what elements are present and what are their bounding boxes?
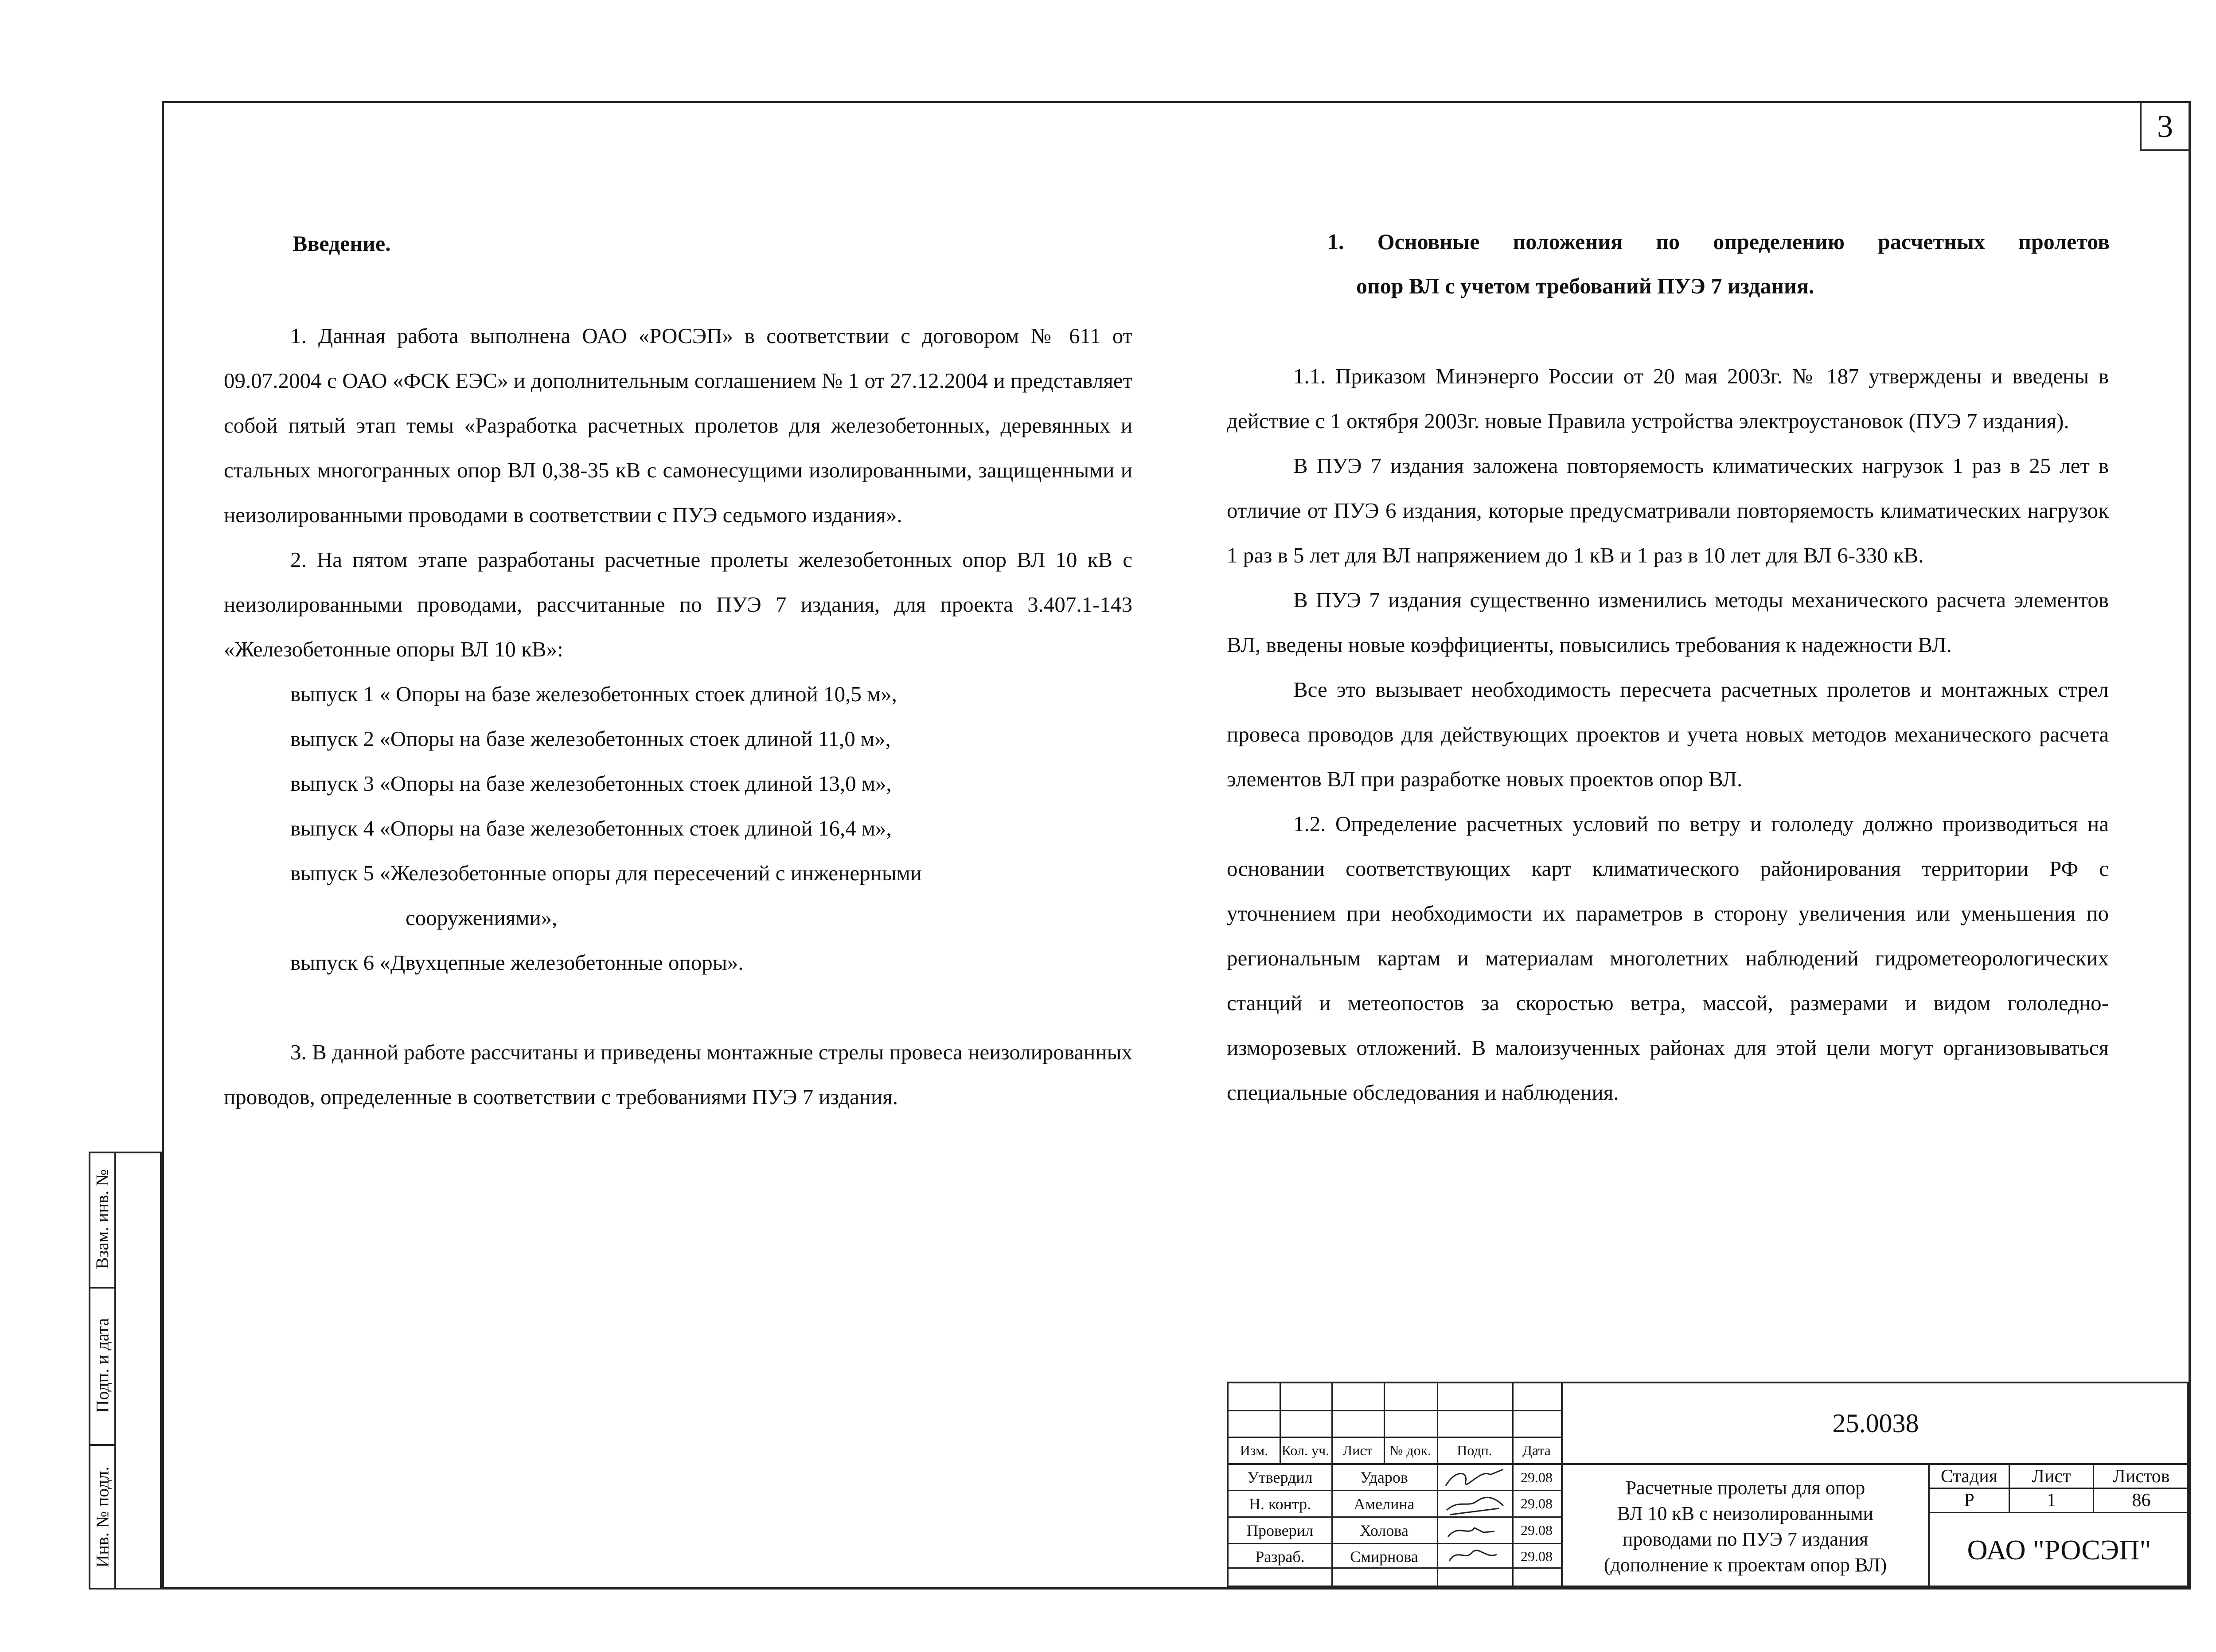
stage-value: Р [1964,1490,1974,1511]
section-title-line1: 1. Основные положения по определению расчетных пролетов [1327,229,2110,254]
intro-text [224,313,1132,1119]
title-block [1227,1382,2189,1587]
header-sign: Подп. [1457,1442,1492,1458]
header-izm: Изм. [1240,1442,1268,1458]
doc-code: 25.0038 [1832,1408,1919,1438]
section-paragraph-4: Все это вызывает необходимость пересчета расчетных пролетов и монтажных стрел провеса проводов для действующих проектов и учета новых методов механического расчета элементов ВЛ при разработке новых проектов опор ВЛ. [1227,677,2109,791]
issue-item: выпуск 6 «Двухцепные железобетонные опоры». [290,950,744,975]
section-text [1227,354,2109,1115]
sheet-label: Лист [2032,1466,2071,1487]
sheet-number: 3 [2140,103,2189,151]
header-date: Дата [1522,1442,1551,1458]
role-label: Утвердил [1247,1468,1313,1486]
organization-name: ОАО "РОСЭП" [1967,1534,2151,1566]
role-name: Смирнова [1350,1547,1418,1566]
intro-paragraph-3: 3. В данной работе рассчитаны и приведены монтажные стрелы провеса неизолированных проводов, определенные в соответствии с требованиями ПУЭ 7 издания. [224,1040,1132,1109]
issue-item-continued: сооружениями», [406,906,558,930]
intro-title: Введение. [293,231,391,256]
sheet-value: 1 [2047,1490,2056,1511]
issue-item: выпуск 3 «Опоры на базе железобетонных стоек длиной 13,0 м», [290,771,892,796]
header-list: Лист [1342,1442,1373,1458]
section-paragraph-1: 1.1. Приказом Минэнерго России от 20 мая 2003г. № 187 утверждены и введены в действие с 1 октября 2003г. новые Правила устройства электроустановок (ПУЭ 7 издания). [1227,364,2109,433]
doc-description: Расчетные пролеты для опор ВЛ 10 кВ с неизолированными проводами по ПУЭ 7 издания (дополнение к проектам опор ВЛ) [1603,1477,1887,1576]
side-stamp-sign-date: Подп. и дата [92,1318,113,1413]
role-date: 29.08 [1521,1522,1553,1538]
role-name: Ударов [1360,1468,1408,1486]
role-name: Амелина [1354,1495,1415,1513]
header-kol-uch: Кол. уч. [1281,1442,1330,1458]
role-date: 29.08 [1521,1469,1553,1485]
issue-item: выпуск 4 «Опоры на базе железобетонных стоек длиной 16,4 м», [290,816,892,840]
section-paragraph-2: В ПУЭ 7 издания заложена повторяемость климатических нагрузок 1 раз в 25 лет в отличие от ПУЭ 6 издания, которые предусматривали повторяемость климатических нагрузок 1 раз в 5 лет для ВЛ напряжением до 1 кВ и 1 раз в 10 лет для ВЛ 6-330 кВ. [1227,453,2109,567]
section-paragraph-3: В ПУЭ 7 издания существенно изменились методы механического расчета элементов ВЛ, введены новые коэффициенты, повысились требования к надежности ВЛ. [1227,588,2109,657]
role-label: Разраб. [1255,1547,1305,1566]
stage-label: Стадия [1940,1466,1998,1487]
role-label: Проверил [1247,1521,1313,1539]
intro-paragraph-1: 1. Данная работа выполнена ОАО «РОСЭП» в соответствии с договором № 611 от 09.07.2004 с ОАО «ФСК ЕЭС» и дополнительным соглашением № 1 от 27.12.2004 и представляет собой пятый этап темы «Разработка расчетных пролетов для железобетонных, деревянных и стальных многогранных опор ВЛ 0,38-35 кВ с самонесущими изолированными, защищенными и неизолированными проводами в соответствии с ПУЭ седьмого издания». [224,324,1132,527]
side-stamp-inv-orig: Инв. № подл. [92,1466,113,1567]
intro-paragraph-2: 2. На пятом этапе разработаны расчетные пролеты железобетонных опор ВЛ 10 кВ с неизолированными проводами, рассчитанные по ПУЭ 7 издания, для проекта 3.407.1-143 «Железобетонные опоры ВЛ 10 кВ»: [224,547,1132,661]
issue-item: выпуск 5 «Железобетонные опоры для пересечений с инженерными [290,861,922,885]
side-stamp [89,1152,162,1590]
sheets-label: Листов [2113,1466,2170,1487]
side-stamp-values [114,1152,162,1590]
section-paragraph-5: 1.2. Определение расчетных условий по ветру и гололеду должно производиться на основании соответствующих карт климатического районирования территории РФ с уточнением при необходимости их параметров в сторону увеличения или уменьшения по региональным картам и материалам многолетних наблюдений гидрометеорологических станций и метеопостов за скоростью ветра, массой, размерами и видом гололедно-изморозевых отложений. В малоизученных районах для этой цели могут организовываться специальные обследования и наблюдения. [1227,812,2109,1105]
role-label: Н. контр. [1248,1495,1311,1513]
role-date: 29.08 [1521,1548,1553,1564]
issue-item: выпуск 1 « Опоры на базе железобетонных стоек длиной 10,5 м», [290,682,897,706]
side-stamp-inv-no: Взам. инв. № [92,1169,113,1269]
issue-item: выпуск 2 «Опоры на базе железобетонных стоек длиной 11,0 м», [290,726,891,751]
signatures-image [1441,1466,1508,1568]
role-name: Холова [1360,1521,1408,1539]
section-title-line2: опор ВЛ с учетом требований ПУЭ 7 издания. [1356,273,1814,298]
sheets-value: 86 [2132,1490,2151,1511]
role-date: 29.08 [1521,1496,1553,1511]
header-doc-no: № док. [1389,1442,1432,1458]
